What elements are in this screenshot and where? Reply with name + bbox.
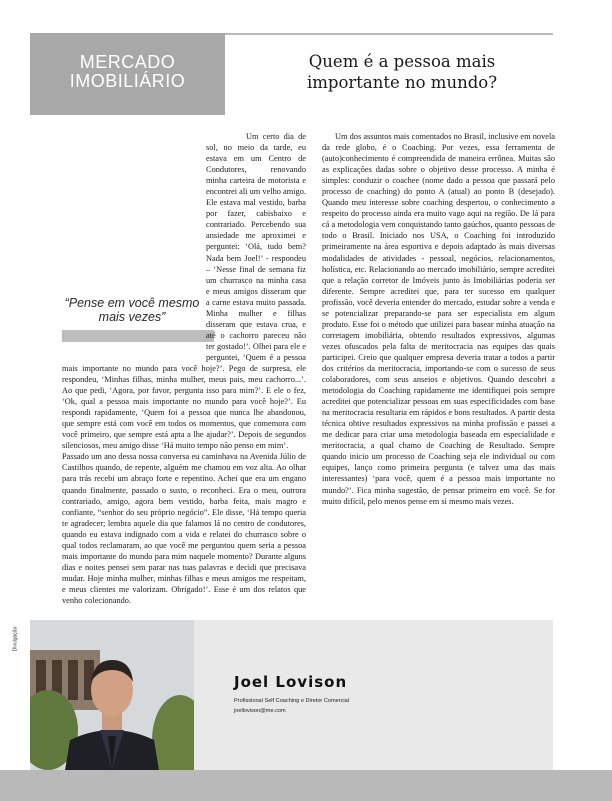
pull-quote-bar: [62, 330, 214, 342]
article-column-left: [62, 131, 306, 606]
article-title-line2: importante no mundo?: [306, 73, 498, 92]
article-paragraph-3: Um dos assuntos mais comentados no Brasil, inclusive em novela da rede globo, é o Coaching. Por vezes, essa ferramenta de (auto)conhecimento é compreendida de maneira errônea. Muitas são as explicações dadas sobre o objetivo desse processo. A minha é simples: conduzir o coachee (nome dado a pessoa que passará pelo processo de coaching) do ponto A (atual) ao ponto B (desejado). Quando meu interesse sobre coaching despertou, o conhecimento a respeito do processo ainda era muito vago aqui na região. De lá para cá a metodologia vem conquistando tanto gaúchos, quanto pessoas de todo o Brasil. Iniciado nos USA, o Coaching foi introduzido primeiramente na área esportiva e depois adaptado às mais diversas modalidades de atividades - pessoal, negócios, relacionamentos, holística, etc. Relacionando ao mercado imobiliário, sempre acreditei que a relação corretor de Imóveis junto às Imobiliárias poderia ser diferente. Sempre acreditei que, para ter sucesso em qualquer profissão, você deveria entender do mercado, estudar sobre a venda e se potencializar preparando-se para ser especialista em algum produto. Esse foi o método que utilizei para basear minha atuação na corretagem imobiliária, obtendo resultados expressivos, algumas vezes ofuscados pela falta de meritocracia nas equipes das quais participei. Creio que qualquer empresa deveria tratar a todos a partir dos critérios da meritocracia, importando-se com o sucesso de seus colaboradores, com seus anseios e objetivos. Quando descobri a metodologia do Coaching rapidamente me identifiquei pois sempre acreditei que potencializar pessoas em suas especificidades com base na meritocracia resultaria em rápidos e bons resultados. A partir desta técnica obtive resultados expressivos na minha profissão e passei a me dedicar para criar uma metodologia baseada em especialidade e meritocracia, a qual chamo de Coaching de Resultado. Sempre quando inicio um processo de Coaching seja ele individual ou com equipes, lanço como primeira pergunta (e talvez uma das mais interessantes) ‘para você, quem é a pessoa mais importante no mundo?’. Fica minha sugestão, de pensar primeiro em você. Se for muito difícil, pelo menos pense em si mesmo mais vezes.: [322, 132, 555, 506]
author-email[interactable]: joellovison@me.com: [234, 708, 286, 714]
header-rule: [225, 33, 553, 35]
author-bio-panel: [194, 620, 553, 770]
article-paragraph-2: Passado um ano dessa nossa conversa eu caminhava na Avenida Júlio de Castilhos quando, de repente, alguém me chamou em voz alta. Ao olhar para trás recebi um abraço forte e repentino. Achei que era um engano quando finalmente, passado o susto, o reconheci. Era o meu, outrora contrariado, amigo, agora bem vestido, barba feita, mais magro e confiante, “senhor do seu próprio negócio”. Ele disse, ‘Há tempo queria te agradecer; lembra aquele dia que falamos lá no centro de condutores, quando eu estava indignado com a vida e relatei do churrasco sobre o qual todos reclamaram, ao que você me perguntou quem seria a pessoa mais importante do mundo para mim naquele momento? Durante alguns dias e noites pensei sem parar nas tuas palavras e decidi que precisava mudar. Hoje minha mulher, minhas filhas e meus amigos me respeitam, e meus clientes me valorizam. Obrigado!’. Esse é um dos relatos que venho colecionando.: [62, 452, 306, 605]
article-title-line1: Quem é a pessoa mais: [308, 52, 496, 71]
article-paragraph-1: Um certo dia de sol, no meio da tarde, eu estava em um Centro de Condutores, renovando minha carteira de motorista e encontrei ali um velho amigo. Ele estava mal vestido, barba por fazer, cabisbaixo e contrariado. Percebendo sua ansiedade me aproximei e perguntei: ‘Olá, tudo bem? Nada bem Joel!’ - respondeu – ‘Nesse final de semana fiz um churrasco na minha casa e meus amigos disseram que a carne estava muito passada. Minha mulher e filhas disseram que estava crua, e até o cachorro pareceu não ter gostado!’. Olhei para ele e perguntei, ‘Quem é a pessoa mais importante no mundo para você hoje?’. Pego de surpresa, ele respondeu, ‘Minhas filhas, minha mulher, meus pais, meu cachorro...’. Ao que pedi, ‘Agora, por favor, pergunta isso para mim?’. E ele o fez, ‘Ok, qual a pessoa mais importante no mundo para você hoje?’. Eu respondi rapidamente, ‘Quem foi a pessoa que nunca lhe abandonou, que sempre está com você em todos os momentos, que comemora com você primeiro, que sempre está apta a lhe ajudar?’. Depois de segundos silenciosos, meu amigo disse ‘Há muito tempo não penso em mim’.: [62, 132, 306, 451]
section-label-line2: IMOBILIÁRIO: [69, 71, 186, 91]
pull-quote-text: “Pense em você mesmo mais vezes”: [64, 296, 200, 324]
photo-credit: [12, 622, 27, 662]
article-title: [262, 51, 542, 93]
author-name: Joel Lovison: [234, 673, 348, 691]
section-label-box: [30, 33, 225, 115]
author-role: Profissional Self Coaching e Diretor Comercial: [234, 698, 350, 704]
section-label-line1: MERCADO: [79, 52, 176, 72]
section-label: [30, 53, 225, 91]
page-footer-bar: [0, 770, 612, 801]
pull-quote: [62, 296, 202, 342]
article-column-right: [322, 131, 555, 507]
photo-credit-text: Divulgação: [12, 626, 19, 652]
